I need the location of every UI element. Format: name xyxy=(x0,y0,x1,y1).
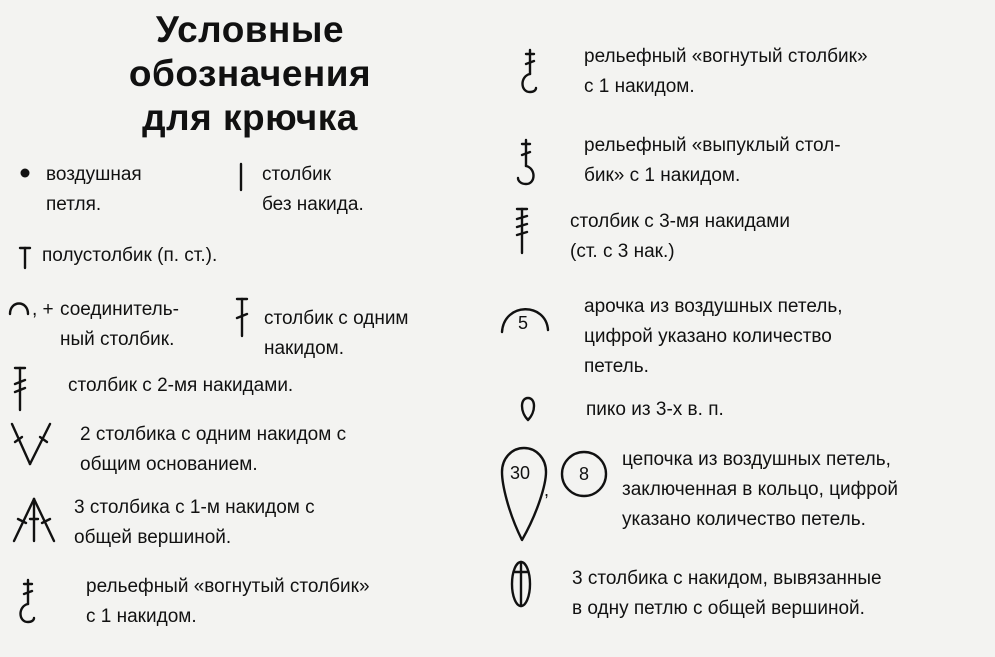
sc-label-1: столбик xyxy=(262,164,332,185)
hdc-label: полустолбик (п. ст.). xyxy=(42,245,218,266)
t-bar-icon xyxy=(16,244,34,272)
arch-label-2: цифрой указано количество xyxy=(584,326,832,347)
arc-icon xyxy=(6,296,32,318)
cluster-icon xyxy=(10,495,58,545)
dtr-label-2: (ст. с 3 нак.) xyxy=(570,241,675,262)
ring-label-3: указано количество петель. xyxy=(622,509,866,530)
page-title xyxy=(100,8,400,140)
ring-separator: , xyxy=(544,480,550,500)
bpdc-right-label-1: рельефный «вогнутый столбик» xyxy=(584,46,868,67)
cluster-label-1: 3 столбика с 1-м накидом с xyxy=(74,497,315,518)
vertical-bar-icon xyxy=(236,162,246,194)
ring-icon xyxy=(500,432,610,544)
arch-label-1: арочка из воздушных петель, xyxy=(584,296,843,317)
slip-label-2: ный столбик. xyxy=(60,329,175,350)
slip-prefix: , + xyxy=(32,299,54,320)
picot-icon xyxy=(518,394,538,424)
title-line-1: Условные xyxy=(155,9,345,50)
bpdc-left-label-2: с 1 накидом. xyxy=(86,606,197,627)
ring-number-a: 30 xyxy=(510,463,531,483)
fpdc-label-1: рельефный «выпуклый стол- xyxy=(584,135,841,156)
air-loop-label-2: петля. xyxy=(46,194,102,215)
ring-label-2: заключенная в кольцо, цифрой xyxy=(622,479,899,500)
back-post-icon xyxy=(16,578,40,626)
dc-icon xyxy=(232,296,252,340)
picot-label: пико из 3-х в. п. xyxy=(586,399,724,420)
ring-label-1: цепочка из воздушных петель, xyxy=(622,449,891,470)
cluster-label-2: общей вершиной. xyxy=(74,527,232,548)
sc-label-2: без накида. xyxy=(262,194,364,215)
v-stitch-label-2: общим основанием. xyxy=(80,454,258,475)
bpdc-right-label-2: с 1 накидом. xyxy=(584,76,695,97)
arch-label-3: петель. xyxy=(584,356,649,377)
puff-label-2: в одну петлю с общей вершиной. xyxy=(572,598,865,619)
title-line-2: обозначения xyxy=(128,53,372,94)
puff-label-1: 3 столбика с накидом, вывязанные xyxy=(572,568,882,589)
dc-label-1: столбик с одним xyxy=(264,308,409,329)
front-post-icon xyxy=(512,138,538,188)
v-stitch-icon xyxy=(8,420,54,468)
v-stitch-label-1: 2 столбика с одним накидом с xyxy=(80,424,347,445)
ring-number-b: 8 xyxy=(579,464,590,484)
title-line-3: для крючка xyxy=(142,97,358,138)
back-post-icon xyxy=(518,48,542,96)
tr-label: столбик с 2-мя накидами. xyxy=(68,375,294,396)
air-loop-label-1: воздушная xyxy=(46,164,142,185)
dc-label-2: накидом. xyxy=(264,338,344,359)
arch-number: 5 xyxy=(518,313,529,333)
dtr-label-1: столбик с 3-мя накидами xyxy=(570,211,790,232)
dtr-icon xyxy=(512,206,532,256)
fpdc-label-2: бик» с 1 накидом. xyxy=(584,165,741,186)
dot-icon xyxy=(18,166,32,180)
tr-icon xyxy=(10,365,30,413)
arch-icon xyxy=(498,300,552,336)
puff-icon xyxy=(508,558,534,608)
slip-label-1: соединитель- xyxy=(60,299,179,320)
bpdc-left-label-1: рельефный «вогнутый столбик» xyxy=(86,576,370,597)
